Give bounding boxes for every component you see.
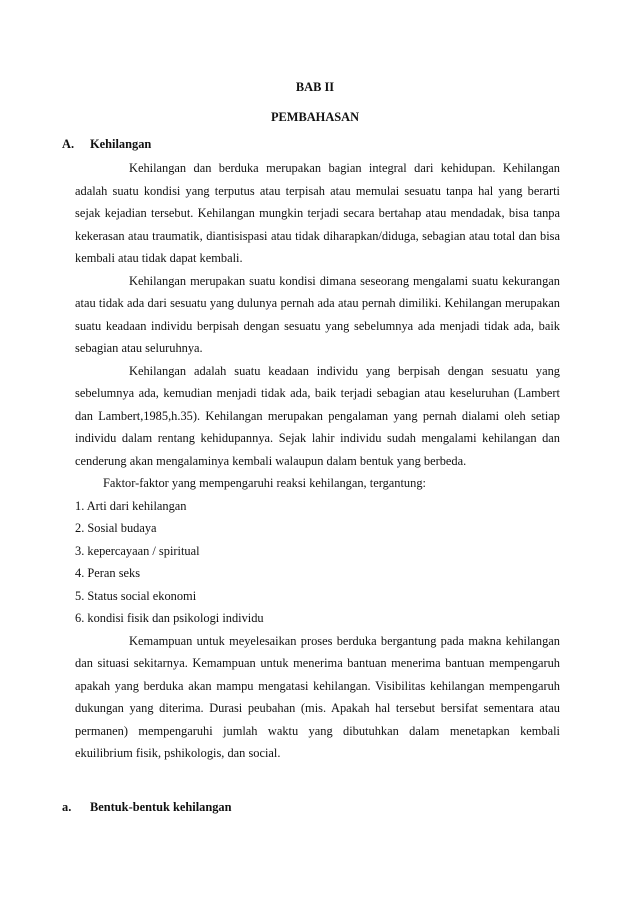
list-item: 4. Peran seks xyxy=(75,566,141,580)
section-title: Kehilangan xyxy=(90,137,152,151)
section-heading xyxy=(62,137,151,152)
paragraph-1: Kehilangan dan berduka merupakan bagian integral dari kehidupan. Kehilangan adalah suatu kondisi yang terputus atau terpisah atau memulai sesuatu tanpa hal yang berarti sejak kejadian tersebut. Kehilangan mungkin terjadi secara bertahap atau mendadak, bisa tanpa kekerasan atau traumatik, diantisispasi atau tidak diharapkan/diduga, sebagian atau total dan bisa kembali atau tidak dapat kembali. xyxy=(75,161,560,265)
chapter-number-text: BAB II xyxy=(295,80,335,94)
paragraph-2: Kehilangan merupakan suatu kondisi dimana seseorang mengalami suatu kekurangan atau tidak ada dari sesuatu yang dulunya pernah ada atau pernah dimiliki. Kehilangan merupakan suatu keadaan individu berpisah dengan sesuatu yang sebelumnya ada menjadi tidak ada, baik sebagian atau seluruhnya. xyxy=(75,273,560,355)
chapter-title-text: PEMBAHASAN xyxy=(270,110,360,124)
list-item: 1. Arti dari kehilangan xyxy=(75,498,187,513)
paragraph-3: Kehilangan adalah suatu keadaan individu yang berpisah dengan sesuatu yang sebelumnya ada, kemudian menjadi tidak ada, baik terjadi sebagian atau keseluruhan (Lambert dan Lambert,1985,h.35). Kehilangan merupakan pengalaman yang pernah dialami oleh setiap individu dalam rentang kehidupannya. Sejak lahir individu sudah mengalami kehilangan dan cenderung akan mengalaminya kembali walaupun dalam bentuk yang berbeda. xyxy=(75,363,560,468)
list-item: 6. kondisi fisik dan psikologi individu xyxy=(75,611,264,625)
subsection-number: a. xyxy=(62,800,72,814)
factors-list xyxy=(75,495,560,630)
paragraph-4: Kemampuan untuk meyelesaikan proses berduka bergantung pada makna kehilangan dan situasi sekitarnya. Kemampuan untuk menerima bantuan menerima bantuan mempengaruh apakah yang berduka akan mampu mengatasi kehilangan. Visibilitas kehilangan mempengaruh dukungan yang diterima. Durasi peubahan (mis. Apakah hal tersebut bersifat sementara atau permanen) mempengaruhi jumlah waktu yang dibutuhkan dalam menetapkan kembali ekuilibrium fisik, pshikologis, dan social. xyxy=(75,633,560,760)
section-body xyxy=(75,157,560,765)
subsection-heading xyxy=(62,800,232,815)
chapter-number xyxy=(0,80,638,95)
list-item: 3. kepercayaan / spiritual xyxy=(75,543,200,558)
list-item: 2. Sosial budaya xyxy=(75,521,157,535)
list-item: 5. Status social ekonomi xyxy=(75,588,197,603)
section-number: A. xyxy=(62,137,75,151)
subsection-title: Bentuk-bentuk kehilangan xyxy=(90,800,232,814)
chapter-title xyxy=(0,110,638,125)
factors-intro: Faktor-faktor yang mempengaruhi reaksi kehilangan, tergantung: xyxy=(103,476,426,490)
